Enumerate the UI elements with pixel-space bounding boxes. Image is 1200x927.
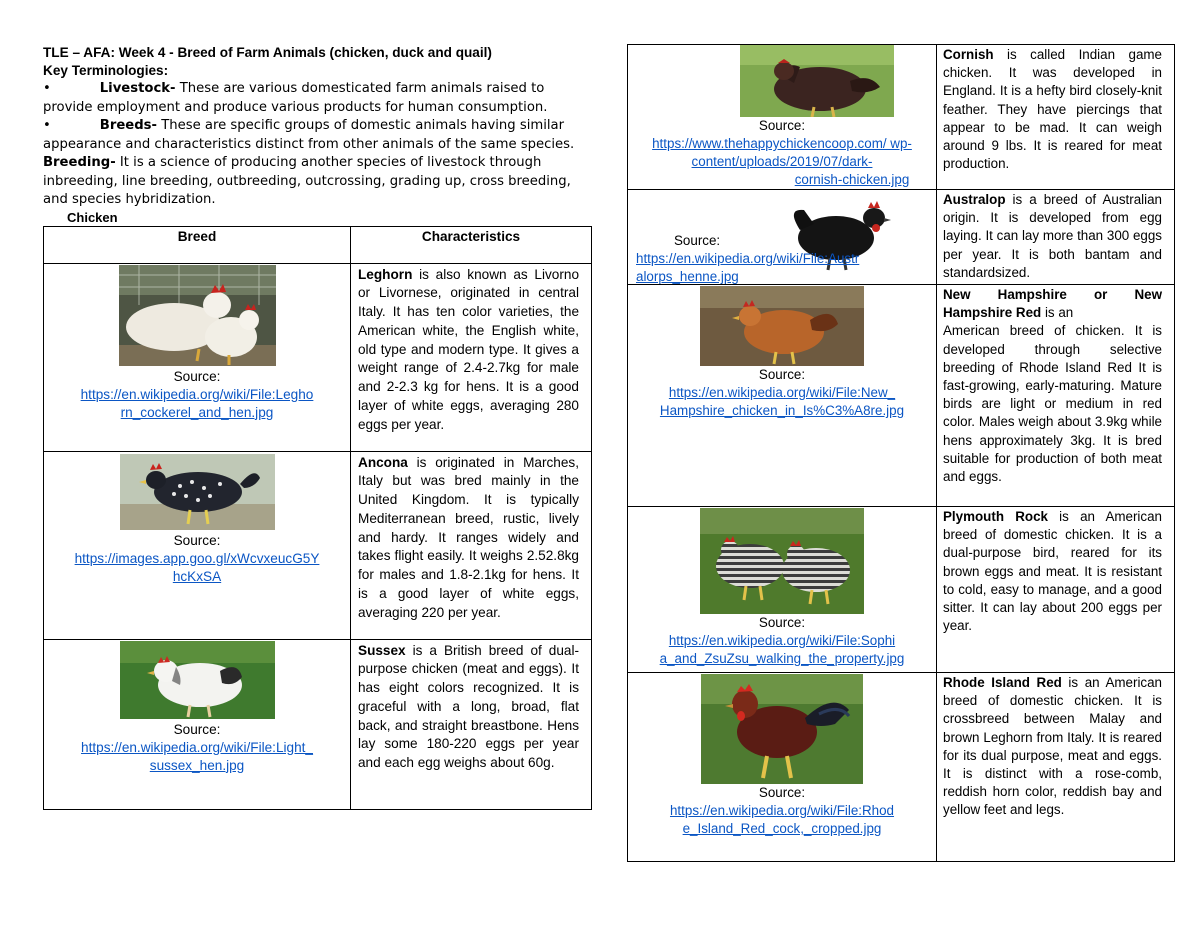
link-line: Hampshire_chicken_in_Is%C3%A8re.jpg [659,403,905,418]
breed-description [351,263,592,451]
breed-description [937,45,1175,190]
leghorn-photo [119,265,276,366]
breed-text: is a breed of Australian origin. It is developed from egg laying. It can lay more than 300 eggs per year. It is both bantam and standardsized. [943,192,1162,280]
table-row [628,285,1175,507]
breed-name-suffix: is an [1041,305,1074,321]
key-terms-heading: Key Terminologies: [43,63,169,78]
table-row [628,507,1175,673]
breed-image-cell [628,673,937,862]
breed-text: is also known as Livorno or Livornese, originated in central Italy. It has ten color varieties, the American white, the English white, old type and modern type. It gives a weight range of 2.4-2.7kg for male and 2-2.3 kg for hens. It is a good layer of white eggs, averaging 280 eggs per year. [358,266,579,432]
breed-name: Sussex [358,642,406,658]
breed-text: is an American breed of domestic chicken. It is a dual-purpose bird, reared for its brown eggs and meat. It is resistant to cold, easy to manage, and a good sitter. It can lay about 200 eggs per year. [943,509,1163,634]
link-line: https://en.wikipedia.org/wiki/File:New_ [668,385,896,400]
breed-description [937,190,1175,285]
source-link[interactable] [652,136,912,187]
bullet: • [43,81,51,96]
breed-description [351,639,592,809]
source-link[interactable] [670,803,894,836]
breed-text: is an American breed of domestic chicken. It is crossbreed between Malay and brown Leghorn from Italy. It is reared for its dual purpose, meat and eggs. It is distinct with a rose-comb, reddish horn color, reddish bay and yellow feet and legs. [943,675,1163,818]
cornish-photo [740,45,894,117]
source-label: Source: [758,118,806,133]
table-header-row [44,226,592,263]
source-link[interactable] [660,385,904,418]
breed-image-cell [628,190,937,285]
table-row [44,451,592,639]
new-hampshire-photo [700,286,864,366]
source-link[interactable] [75,551,320,584]
source-label: Source: [758,785,806,800]
sussex-photo [120,641,275,719]
breed-name: Plymouth Rock [943,509,1048,524]
source-link[interactable] [660,633,905,666]
table-row [44,639,592,809]
header-characteristics: Characteristics [351,226,592,263]
term-livestock [43,80,591,117]
source-link[interactable] [636,250,859,286]
breed-description [937,673,1175,862]
source-label: Source: [173,532,221,548]
breed-image-cell [44,639,351,809]
left-column [43,44,591,810]
breed-image-cell [628,45,937,190]
ancona-photo [120,454,275,530]
breed-name: Rhode Island Red [943,675,1062,690]
breed-text: is originated in Marches, Italy but was bred mainly in the United Kingdom. It is typically Mediterranean breed, rustic, lively and hardy. It ranges widely and takes flight easily. It weighs 2.52.8kg for males and 1.8-2.1kg for hens. It is a good layer of white eggs, averaging 220 per year. [358,454,579,620]
term-text: These are specific groups of domestic animals having similar appearance and characteristics distinct from other animals of the same species. [43,118,575,152]
source-link[interactable] [81,740,313,773]
bullet: • [43,118,51,133]
breed-text: is a British breed of dual-purpose chicken (meat and eggs). It has eight colors recognized. It is graceful with a long, broad, flat back, and straight breastbone. Hens lay some 180-220 eggs per year and each egg weighs about 60g. [358,642,579,771]
source-label: Source: [674,233,721,248]
link-line: alorps_henne.jpg [636,269,739,284]
link-line: https://en.wikipedia.org/wiki/File:Legho [80,386,314,402]
breed-description [937,285,1175,507]
link-line: https://en.wikipedia.org/wiki/File:Light_ [81,739,313,755]
breed-name: Leghorn [358,266,413,282]
link-line: sussex_hen.jpg [149,757,245,773]
term-name: Livestock- [99,81,176,96]
link-line: https://www.thehappychickencoop.com/ wp- [652,136,912,151]
term-breeds [43,117,591,154]
table-row [44,263,592,451]
link-line: a_and_ZsuZsu_walking_the_property.jpg [659,651,905,666]
link-line: rn_cockerel_and_hen.jpg [120,404,274,420]
table-row [628,190,1175,285]
source-label: Source: [173,721,221,737]
link-line: content/uploads/2019/07/dark- [691,154,873,169]
link-line: https://en.wikipedia.org/wiki/File:Austr [636,251,860,266]
breed-image-cell [628,507,937,673]
breed-description [937,507,1175,673]
source-label: Source: [173,368,221,384]
page-title: TLE – AFA: Week 4 - Breed of Farm Animals (chicken, duck and quail) [43,45,492,60]
header-breed: Breed [44,226,351,263]
link-line: https://images.app.goo.gl/xWcvxeucG5Y [74,550,320,566]
chicken-table-left [43,226,592,810]
table-row [628,45,1175,190]
breed-image-cell [44,263,351,451]
breed-name: Cornish [943,47,994,62]
breed-name: Ancona [358,454,408,470]
term-text: These are various domesticated farm animals raised to provide employment and produce various products for human consumption. [43,81,548,115]
source-link[interactable] [81,387,314,420]
term-name: Breeds- [99,118,157,133]
link-line: hcKxSA [172,568,222,584]
breed-description [351,451,592,639]
breed-image-cell [44,451,351,639]
link-line: https://en.wikipedia.org/wiki/File:Rhod [669,803,895,818]
link-line: e_Island_Red_cock,_cropped.jpg [682,821,882,836]
right-column [627,44,1174,862]
link-line: cornish-chicken.jpg [794,172,910,187]
link-line: https://en.wikipedia.org/wiki/File:Sophi [668,633,896,648]
chicken-table-right [627,44,1175,862]
breed-image-cell [628,285,937,507]
table-row [628,673,1175,862]
term-text: It is a science of producing another species of livestock through inbreeding, line breeding, outbreeding, outcrossing, grading up, cross breeding, and species hybridization. [43,155,571,207]
term-breeding [43,154,591,210]
breed-name: New Hampshire or New Hampshire Red [943,287,1162,321]
section-label-chicken: Chicken [67,209,118,225]
breed-name: Australop [943,192,1006,207]
source-label: Source: [758,367,806,382]
rhode-island-red-photo [701,674,863,784]
breed-text: is called Indian game chicken. It was developed in England. It is a hefty bird closely-knit feather. They have piercings that appear to be mad. It can weigh around 9 lbs. It is reared for meat production. [943,47,1162,172]
breed-text: American breed of chicken. It is developed through selective breeding of Rhode Island Red It is fast-growing, early-maturing. Mature birds are light or medium in red color. Males weigh about 3.9kg while hens approximately 3kg. It is bred suitable for production of both meat and eggs. [943,323,1162,485]
term-name: Breeding- [43,155,116,170]
source-label: Source: [758,615,806,630]
plymouth-rock-photo [700,508,864,614]
